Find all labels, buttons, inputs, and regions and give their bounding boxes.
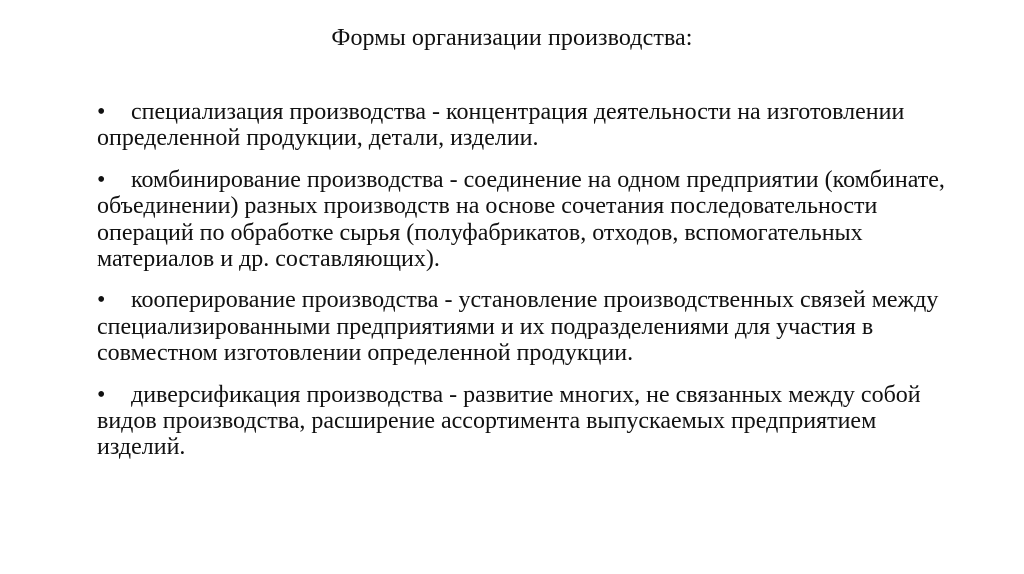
bullet-marker: • [97, 287, 106, 314]
bullet-marker: • [97, 99, 106, 125]
bullet-marker: • [97, 381, 106, 408]
bullet-text: диверсификация производства - развитие многих, не связанных между собой видов производства, расширение ассортимента выпускаемых предприятием изделий. [97, 381, 921, 461]
bullet-text: кооперирование производства - установление производственных связей между специализированными предприятиями и их подразделениями для участия в совместном изготовлении определенной продукции. [97, 287, 939, 367]
bullet-text: комбинирование производства - соединение на одном предприятии (комбинате, объединении) разных производств на основе сочетания последовательности операций по обработке сырья (полуфабрикатов, отходов, вспомогательных материалов и др. составляющих). [97, 166, 945, 273]
bullet-marker: • [97, 166, 106, 193]
bullet-list [97, 99, 947, 476]
bullet-item-cooperation [97, 287, 947, 366]
bullet-item-diversification [97, 382, 947, 461]
bullet-item-combination [97, 167, 947, 273]
bullet-text: специализация производства - концентрация деятельности на изготовлении определенной продукции, детали, изделии. [97, 99, 905, 152]
slide-title: Формы организации производства: [331, 25, 693, 51]
bullet-item-specialization [97, 99, 947, 152]
